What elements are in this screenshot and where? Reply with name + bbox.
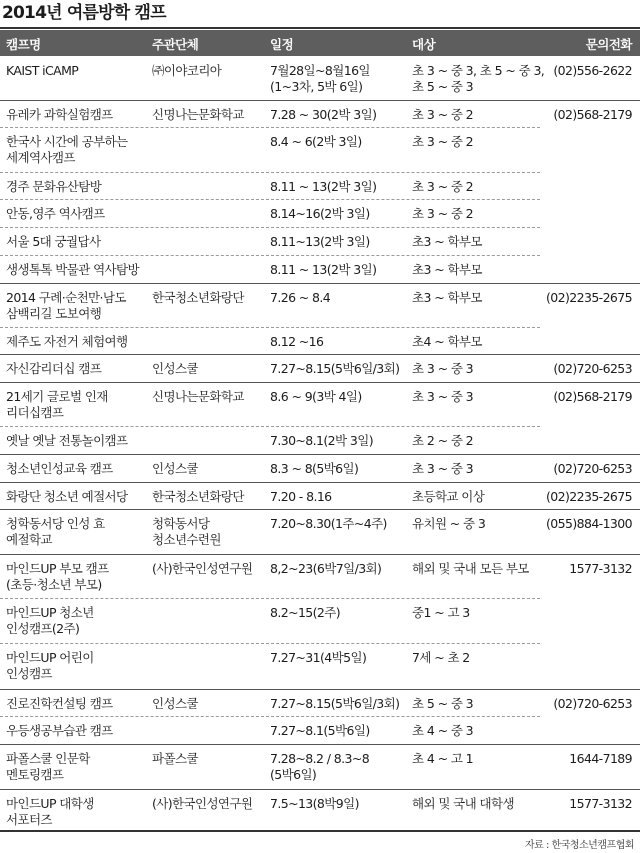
- table-row: [0, 284, 640, 328]
- cell-date: 8.6 ~ 9(3박 4일): [270, 389, 362, 404]
- cell-org: 인성스쿨: [152, 696, 198, 711]
- cell-contact: 1577-3132: [569, 796, 632, 811]
- cell-target: 중1 ~ 고 3: [412, 605, 470, 620]
- cell-target: 초 3 ~ 중 3: [412, 361, 474, 376]
- cell-date: 7.20 - 8.16: [270, 489, 332, 504]
- group-divider: [0, 482, 640, 483]
- row-divider: [0, 172, 540, 173]
- table-row: [0, 228, 640, 256]
- cell-org: 파폴스쿨: [152, 751, 198, 766]
- column-header-target: 대상: [412, 37, 436, 52]
- cell-date: 8.2~15(2주): [270, 605, 341, 620]
- cell-name: 화랑단 청소년 예절서당: [6, 489, 128, 504]
- table-row: [0, 173, 640, 200]
- table-row: [0, 555, 640, 599]
- table-row: [0, 790, 640, 830]
- cell-name: 마인드UP 어린이 인성캠프: [6, 650, 94, 681]
- cell-target: 초 4 ~ 중 3: [412, 723, 474, 738]
- cell-org: (사)한국인성연구원: [152, 561, 253, 576]
- table-row: [0, 483, 640, 510]
- cell-target: 초 3 ~ 중 3: [412, 389, 474, 404]
- cell-date: 8,2~23(6박7일/3회): [270, 561, 382, 576]
- cell-target: 7세 ~ 초 2: [412, 650, 470, 665]
- row-divider: [0, 127, 540, 128]
- table-row: [0, 355, 640, 383]
- cell-date: 7.20~8.30(1주~4주): [270, 516, 387, 531]
- cell-date: 7.26 ~ 8.4: [270, 290, 331, 305]
- cell-contact: (02)556-2622: [553, 63, 632, 78]
- row-divider: [0, 598, 540, 599]
- cell-date: 8.11 ~ 13(2박 3일): [270, 262, 377, 277]
- row-divider: [0, 227, 540, 228]
- cell-date: 7.28 ~ 30(2박 3일): [270, 107, 377, 122]
- cell-name: 청소년인성교육 캠프: [6, 461, 113, 476]
- cell-date: 8.12 ~16: [270, 334, 324, 349]
- cell-contact: (02)720-6253: [553, 461, 632, 476]
- cell-contact: (02)720-6253: [553, 361, 632, 376]
- table-row: [0, 510, 640, 555]
- cell-contact: (02)568-2179: [553, 389, 632, 404]
- table-row: [0, 328, 640, 355]
- cell-org: 청학동서당 청소년수련원: [152, 516, 221, 547]
- bottom-rule: [0, 830, 640, 832]
- cell-target: 초 3 ~ 중 2: [412, 107, 474, 122]
- cell-contact: 1577-3132: [569, 561, 632, 576]
- cell-date: 7.27~31(4박5일): [270, 650, 367, 665]
- cell-target: 초 3 ~ 중 2: [412, 179, 474, 194]
- column-header-date: 일정: [270, 37, 294, 52]
- cell-org: 신명나는문화학교: [152, 107, 244, 122]
- group-divider: [0, 354, 640, 355]
- table-row: [0, 128, 640, 173]
- table-row: [0, 644, 640, 690]
- cell-target: 초 4 ~ 고 1: [412, 751, 474, 766]
- group-divider: [0, 382, 640, 383]
- table-row: [0, 599, 640, 644]
- cell-date: 7.27~8.15(5박6일/3회): [270, 361, 400, 376]
- cell-target: 해외 및 국내 대학생: [412, 796, 514, 811]
- row-divider: [0, 426, 540, 427]
- cell-name: 마인드UP 청소년 인성캠프(2주): [6, 605, 94, 636]
- cell-name: 서울 5대 궁궐답사: [6, 234, 101, 249]
- table-row: [0, 101, 640, 128]
- top-rule: [0, 27, 640, 29]
- cell-date: 7월28일~8월16일 (1~3차, 5박 6일): [270, 63, 370, 94]
- cell-org: 신명나는문화학교: [152, 389, 244, 404]
- cell-target: 초 3 ~ 중 3: [412, 461, 474, 476]
- cell-date: 7.30~8.1(2박 3일): [270, 433, 373, 448]
- cell-target: 해외 및 국내 모든 부모: [412, 561, 529, 576]
- cell-target: 초4 ~ 학부모: [412, 334, 482, 349]
- table-row: [0, 57, 640, 101]
- table-row: [0, 427, 640, 455]
- table-row: [0, 383, 640, 427]
- cell-target: 초등학교 이상: [412, 489, 485, 504]
- table-header: [0, 30, 640, 56]
- row-divider: [0, 255, 540, 256]
- cell-date: 7.5~13(8박9일): [270, 796, 359, 811]
- row-divider: [0, 327, 540, 328]
- cell-name: 안동,영주 역사캠프: [6, 206, 105, 221]
- cell-org: 인성스쿨: [152, 361, 198, 376]
- cell-target: 초 3 ~ 중 3, 초 5 ~ 중 3, 초 5 ~ 중 3: [412, 63, 545, 94]
- cell-name: 생생톡톡 박물관 역사탐방: [6, 262, 139, 277]
- cell-name: 21세기 글로벌 인재 리더십캠프: [6, 389, 108, 420]
- cell-target: 초3 ~ 학부모: [412, 234, 482, 249]
- cell-contact: 1644-7189: [569, 751, 632, 766]
- column-header-org: 주관단체: [152, 37, 199, 52]
- cell-date: 7.28~8.2 / 8.3~8 (5박6일): [270, 751, 370, 782]
- cell-name: 옛날 옛날 전통놀이캠프: [6, 433, 128, 448]
- cell-name: 청학동서당 인성 효 예절학교: [6, 516, 105, 547]
- cell-org: 인성스쿨: [152, 461, 198, 476]
- cell-org: (사)한국인성연구원: [152, 796, 253, 811]
- cell-contact: (02)2235-2675: [546, 489, 632, 504]
- cell-target: 초 5 ~ 중 3: [412, 696, 474, 711]
- cell-name: 자신감리더십 캠프: [6, 361, 102, 376]
- group-divider: [0, 100, 640, 101]
- cell-name: 파폴스쿨 인문학 멘토링캠프: [6, 751, 90, 782]
- cell-name: 제주도 자전거 체험여행: [6, 334, 128, 349]
- cell-date: 7.27~8.1(5박6일): [270, 723, 370, 738]
- cell-org: ㈜이야코리아: [152, 63, 222, 78]
- group-divider: [0, 509, 640, 510]
- cell-name: 한국사 시간에 공부하는 세계역사캠프: [6, 134, 128, 165]
- cell-target: 초 3 ~ 중 2: [412, 134, 474, 149]
- cell-org: 한국청소년화랑단: [152, 489, 244, 504]
- cell-name: 마인드UP 대학생 서포터즈: [6, 796, 94, 827]
- table-row: [0, 745, 640, 790]
- cell-contact: (02)720-6253: [553, 696, 632, 711]
- table-row: [0, 200, 640, 228]
- cell-date: 7.27~8.15(5박6일/3회): [270, 696, 400, 711]
- row-divider: [0, 199, 540, 200]
- group-divider: [0, 454, 640, 455]
- cell-target: 초3 ~ 학부모: [412, 290, 482, 305]
- column-header-name: 캠프명: [6, 37, 41, 52]
- source-note: 자료 : 한국청소년캠프협회: [525, 840, 634, 851]
- column-header-contact: 문의전화: [585, 37, 632, 52]
- cell-contact: (02)568-2179: [553, 107, 632, 122]
- cell-date: 8.4 ~ 6(2박 3일): [270, 134, 362, 149]
- table-row: [0, 256, 640, 284]
- cell-contact: (055)884-1300: [546, 516, 632, 531]
- group-divider: [0, 283, 640, 284]
- group-divider: [0, 744, 640, 745]
- group-divider: [0, 689, 640, 690]
- table-row: [0, 455, 640, 483]
- group-divider: [0, 789, 640, 790]
- cell-target: 초 3 ~ 중 2: [412, 206, 474, 221]
- cell-target: 초3 ~ 학부모: [412, 262, 482, 277]
- cell-name: 진로진학컨설팅 캠프: [6, 696, 113, 711]
- cell-date: 8.11~13(2박 3일): [270, 234, 370, 249]
- cell-name: 경주 문화유산탐방: [6, 179, 102, 194]
- cell-name: 우등생공부습관 캠프: [6, 723, 113, 738]
- page-title: 2014년 여름방학 캠프: [2, 3, 166, 23]
- cell-contact: (02)2235-2675: [546, 290, 632, 305]
- cell-target: 유치원 ~ 중 3: [412, 516, 486, 531]
- table-row: [0, 690, 640, 717]
- cell-name: KAIST iCAMP: [6, 63, 79, 78]
- cell-date: 8.14~16(2박 3일): [270, 206, 370, 221]
- cell-target: 초 2 ~ 중 2: [412, 433, 474, 448]
- group-divider: [0, 554, 640, 555]
- row-divider: [0, 716, 540, 717]
- cell-date: 8.3 ~ 8(5박6일): [270, 461, 359, 476]
- cell-name: 유레카 과학실험캠프: [6, 107, 113, 122]
- row-divider: [0, 643, 540, 644]
- cell-org: 한국청소년화랑단: [152, 290, 244, 305]
- table-row: [0, 717, 640, 745]
- cell-name: 마인드UP 부모 캠프 (초등·청소년 부모): [6, 561, 109, 592]
- cell-name: 2014 구례·순천만·남도 삼백리길 도보여행: [6, 290, 126, 321]
- cell-date: 8.11 ~ 13(2박 3일): [270, 179, 377, 194]
